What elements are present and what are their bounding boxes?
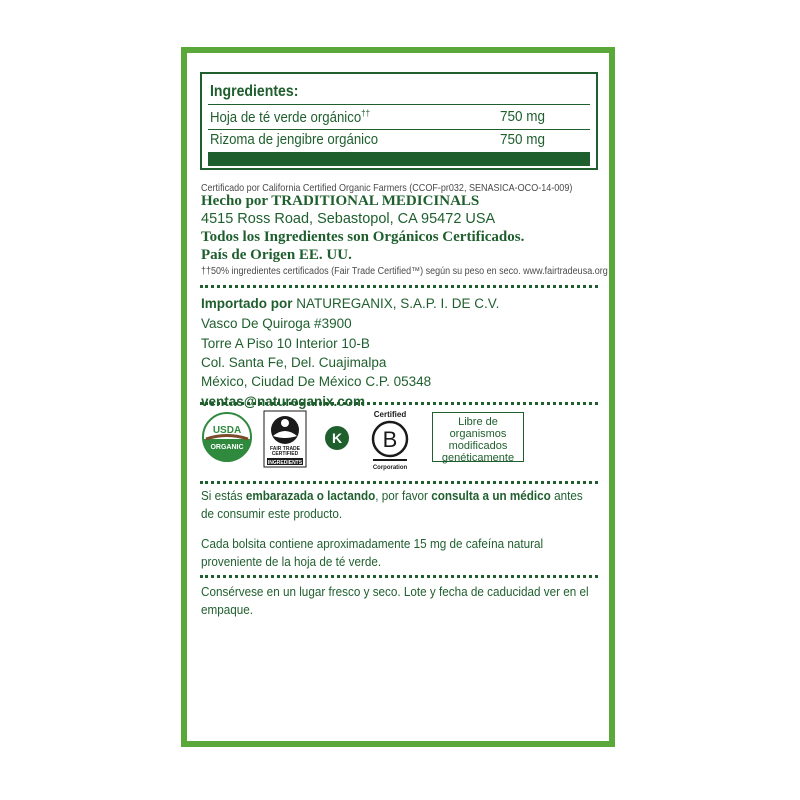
- importer-address-line: Col. Santa Fe, Del. Cuajimalpa: [201, 355, 387, 370]
- usda-organic-icon: [202, 412, 252, 462]
- ingredient-amount: 750 mg: [500, 131, 546, 148]
- ingredients-bottom-bar: [208, 152, 590, 166]
- manufacturer-name: TRADITIONAL MEDICINALS: [271, 193, 480, 209]
- non-gmo-line: modificados: [448, 440, 508, 452]
- non-gmo-line: Libre de: [458, 416, 498, 428]
- dotted-divider: [200, 481, 598, 484]
- organic-statement: Todos los Ingredientes son Orgánicos Certificados.: [201, 229, 525, 245]
- ingredient-row: [210, 108, 590, 128]
- usda-text: USDA: [212, 425, 242, 436]
- ingredient-row: [210, 131, 590, 151]
- ingredients-title: Ingredientes:: [210, 83, 299, 100]
- bcorp-corporation: Corporation: [372, 465, 408, 471]
- bcorp-certified: Certified: [373, 410, 407, 419]
- dotted-divider: [200, 285, 598, 288]
- kosher-letter: K: [331, 430, 343, 446]
- importer-name: NATUREGANIX, S.A.P. I. DE C.V.: [296, 296, 500, 311]
- caffeine-note: Cada bolsita contiene aproximadamente 15 mg de cafeína natural proveniente de la hoja de té verde.: [201, 536, 544, 569]
- b-corp-icon: [369, 408, 411, 472]
- certification-text: Certificado por California Certified Organic Farmers (CCOF-pr032, SENASICA-OCO-14-009): [201, 182, 573, 194]
- divider: [208, 129, 590, 130]
- ingredients-table: [200, 72, 598, 170]
- manufacturer-prefix: Hecho por: [201, 193, 268, 209]
- ingredient-name: Hoja de té verde orgánico: [210, 109, 362, 126]
- importer-email: ventas@natureganix.com: [201, 394, 365, 409]
- manufacturer-address: 4515 Ross Road, Sebastopol, CA 95472 USA: [201, 211, 496, 227]
- ingredient-name: Rizoma de jengibre orgánico: [210, 131, 379, 148]
- manufacturer-line: [201, 193, 479, 210]
- organic-text: ORGANIC: [210, 444, 244, 451]
- origin-statement: País de Origen EE. UU.: [201, 247, 352, 263]
- fairtrade-line2: CERTIFIED: [271, 451, 299, 457]
- ingredient-amount: 750 mg: [500, 108, 546, 125]
- storage-note: Consérvese en un lugar fresco y seco. Lote y fecha de caducidad ver en el empaque.: [201, 584, 589, 617]
- divider: [208, 104, 590, 105]
- non-gmo-line: organismos: [449, 428, 507, 440]
- non-gmo-badge: [432, 412, 524, 462]
- fair-trade-icon: [263, 410, 307, 468]
- warning-emphasis: consulta a un médico: [431, 488, 551, 503]
- importer-address-line: Vasco De Quiroga #3900: [201, 316, 352, 331]
- importer-address-line: Torre A Piso 10 Interior 10-B: [201, 336, 370, 351]
- dotted-divider: [200, 402, 598, 405]
- fair-trade-note: ††50% ingredientes certificados (Fair Trade Certified™) según su peso en seco. www.fairtradeusa.org: [201, 266, 608, 277]
- bcorp-letter: B: [382, 427, 398, 452]
- importer-address-line: México, Ciudad De México C.P. 05348: [201, 374, 432, 389]
- non-gmo-line: genéticamente: [441, 452, 515, 464]
- warning-emphasis: embarazada o lactando: [245, 488, 376, 503]
- fairtrade-line3: INGREDIENTS: [267, 460, 303, 466]
- importer-line: [201, 296, 499, 311]
- pregnancy-warning: Si estás embarazada o lactando, por favor consulta a un médico antes de consumir este producto.: [201, 488, 583, 521]
- kosher-icon: [324, 425, 350, 451]
- dotted-divider: [200, 575, 598, 578]
- ingredient-mark: ††: [361, 108, 370, 118]
- fairtrade-line1: FAIR TRADE: [270, 446, 300, 452]
- importer-prefix: Importado por: [201, 296, 293, 311]
